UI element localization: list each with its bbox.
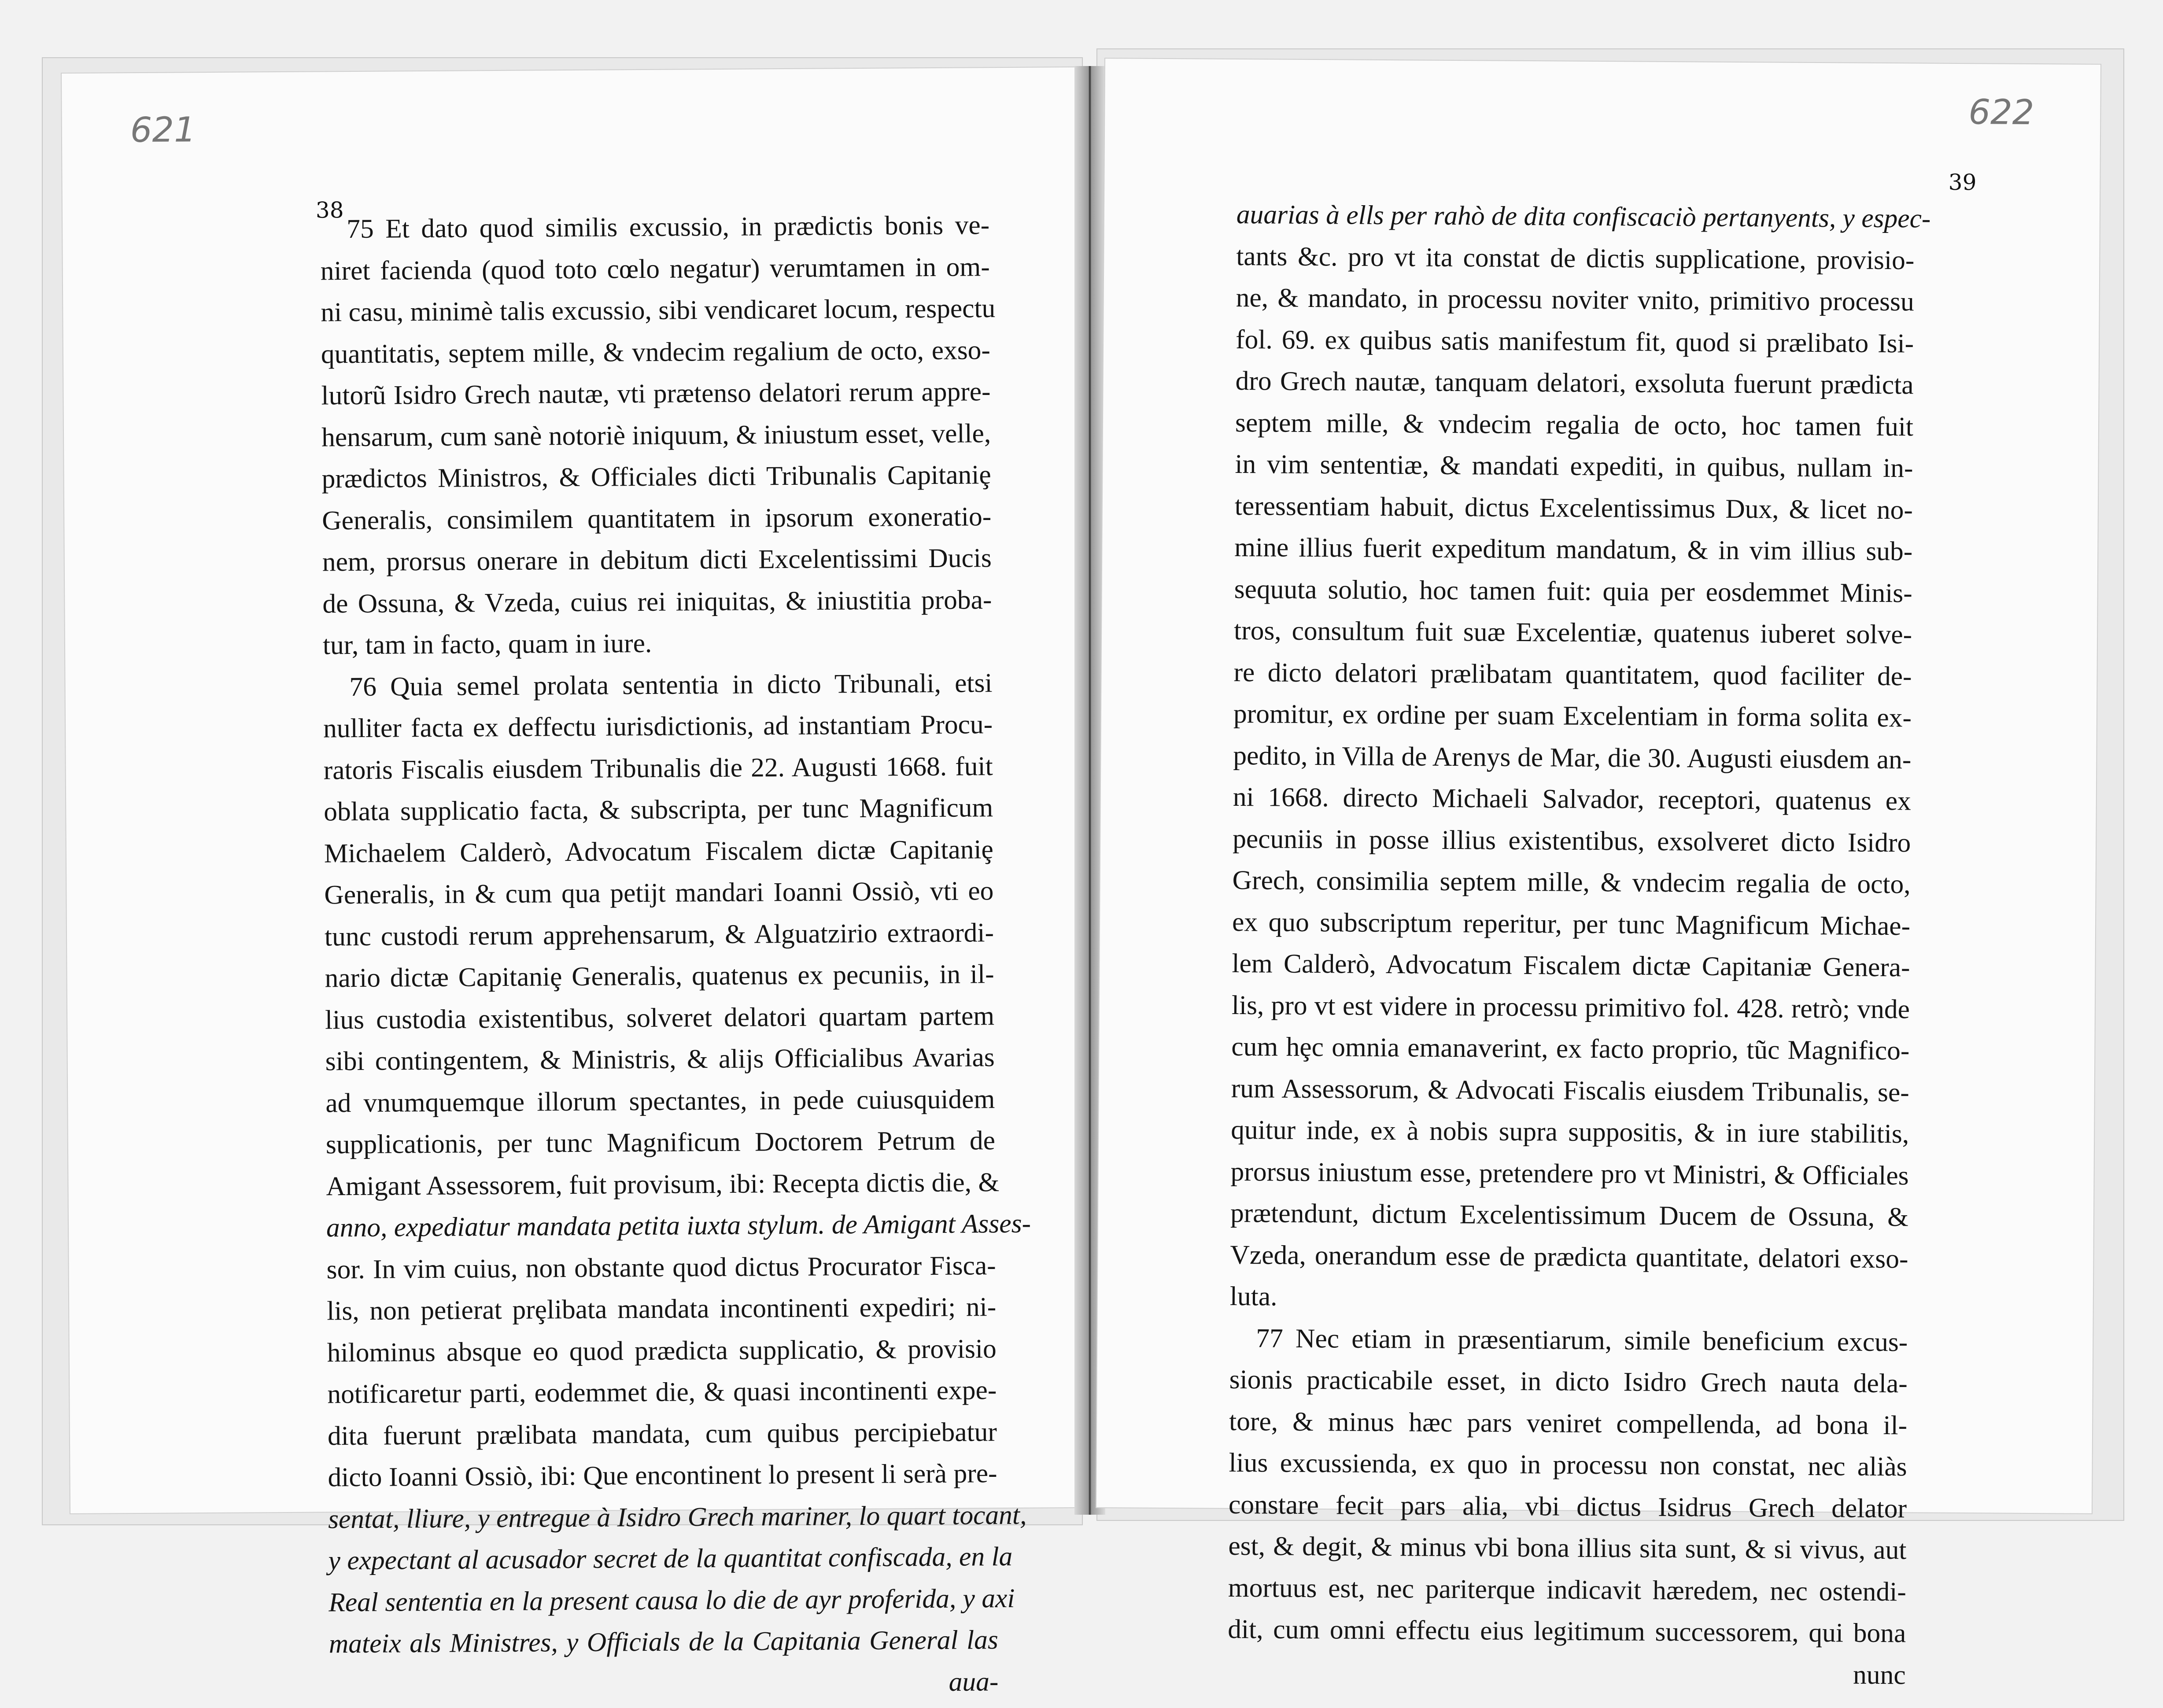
text-line: 76 Quia semel prolata sententia in dicto Tribunali, etsi [349,668,993,702]
text-line: mateix als Ministres, y Officials de la Capitania General las [329,1625,999,1659]
text-line: quitur inde, ex à nobis supra suppositis, & in iure stabilitis, [1231,1114,1909,1149]
text-line: oblata supplicatio facta, & subscripta, per tunc Magnificum [324,793,993,827]
text-line: lis, non petierat prȩlibata mandata incontinenti expediri; ni- [327,1292,997,1326]
text-line: anno, expediatur mandata petita iuxta stylum. de Amigant Asses- [326,1208,1031,1243]
text-line: promitur, ex ordine per suam Excelentiam in forma solita ex- [1233,698,1912,733]
text-line: Grech, consimilia septem mille, & vndecim regalia de octo, [1232,865,1911,900]
text-line: rum Assessorum, & Advocati Fiscalis eiusdem Tribunalis, se- [1231,1073,1909,1107]
text-line: Generalis, in & cum qua petijt mandari Ioanni Ossiò, vti eo [324,876,994,910]
text-line: dicto Ioanni Ossiò, ibi: Que encontinent lo present li serà pre- [328,1458,997,1493]
right-page-text [1227,194,1931,1696]
text-line: quantitatis, septem mille, & vndecim regalium de octo, exso- [321,335,991,369]
text-line: tur, tam in facto, quam in iure. [322,628,652,660]
text-line: lem Calderò, Advocatum Fiscalem dictæ Capitaniæ Genera- [1232,948,1910,983]
text-line: sentat, lliure, y entregue à Isidro Grech mariner, lo quart tocant, [328,1500,1027,1534]
text-line: aua- [949,1666,999,1697]
text-line: sionis practicabile esset, in dicto Isidro Grech nauta dela- [1229,1364,1908,1399]
text-line: nario dictæ Capitaniȩ Generalis, quatenus ex pecuniis, in il- [325,959,994,993]
text-line: 75 Et dato quod similis excussio, in prædictis bonis ve- [346,210,990,244]
text-line: cum hȩc omnia emanaverint, ex facto proprio, tũc Magnifico- [1231,1031,1910,1066]
folio-note-left: 621 [130,110,196,151]
text-line: de Ossuna, & Vzeda, cuius rei iniquitas, & iniustitia proba- [322,584,992,619]
text-line: 77 Nec etiam in præsentiarum, simile beneficium excus- [1256,1323,1908,1357]
text-line: dita fuerunt prælibata mandata, cum quibus percipiebatur [327,1417,997,1451]
left-page-text [320,204,1031,1706]
left-page [62,67,1083,1697]
text-line: nulliter facta ex deffectu iurisdictionis, ad instantiam Procu- [323,709,993,744]
text-line: Generalis, consimilem quantitatem in ipsorum exoneratio- [322,501,992,535]
text-line: tunc custodi rerum apprehensarum, & Alguatzirio extraordi- [324,917,994,952]
text-line: prorsus iniustum esse, pretendere pro vt Ministri, & Officiales [1230,1156,1909,1191]
text-line: lutorũ Isidro Grech nautæ, vti prætenso delatori rerum appre- [321,376,991,411]
text-line: Real sententia en la present causa lo die de ayr proferida, y axi [329,1583,1015,1617]
right-page [1096,59,2100,1690]
text-line: lius excussienda, ex quo in processu non constat, nec aliàs [1229,1447,1907,1482]
text-line: mortuus est, nec pariterque indicavit hæredem, nec ostendi- [1228,1572,1907,1607]
text-line: re dicto delatori prælibatam quantitatem, quod faciliter de- [1233,657,1912,691]
text-line: tros, consultum fuit suæ Excelentiæ, quatenus iuberet solve- [1233,615,1912,650]
text-line: constare fecit pars alia, vbi dictus Isidrus Grech delator [1228,1489,1907,1524]
text-line: nunc [1853,1660,1906,1690]
page-number-right: 39 [1948,169,1977,196]
text-line: Michaelem Calderò, Advocatum Fiscalem dictæ Capitaniȩ [324,834,994,868]
text-line: pedito, in Villa de Arenys de Mar, die 30. Augusti eiusdem an- [1233,740,1912,775]
text-line: prætendunt, dictum Excelentissimum Ducem de Ossuna, & [1230,1198,1909,1232]
text-line: Vzeda, onerandum esse de prædicta quantitate, delatori exso- [1230,1239,1908,1274]
text-line: septem mille, & vndecim regalia de octo, hoc tamen fuit [1235,407,1914,442]
text-line: sibi contingentem, & Ministris, & alijs Officialibus Avarias [325,1042,995,1077]
text-line: nem, prorsus onerare in debitum dicti Excelentissimi Ducis [322,543,992,577]
text-line: ex quo subscriptum reperitur, per tunc Magnificum Michae- [1232,907,1911,941]
text-line: ne, & mandato, in processu noviter vnito, primitivo processu [1236,282,1914,317]
text-line: prædictos Ministros, & Officiales dicti Tribunalis Capitaniȩ [321,460,991,494]
text-line: supplicationis, per tunc Magnificum Doctorem Petrum de [325,1125,996,1160]
text-line: mine illius fuerit expeditum mandatum, & in vim illius sub- [1234,532,1913,567]
text-line: fol. 69. ex quibus satis manifestum fit, quod si prælibato Isi- [1235,324,1914,358]
text-line: in vim sententiæ, & mandati expediti, in quibus, nullam in- [1235,449,1913,483]
text-line: luta. [1229,1281,1277,1312]
text-line: dit, cum omni effectu eius legitimum successorem, qui bona [1228,1614,1906,1649]
text-line: hensarum, cum sanè notoriè iniquum, & iniustum esset, velle, [321,418,991,452]
text-line: auarias à ells per rahò de dita confiscaciò pertanyents, y espec- [1236,199,1931,234]
text-line: teressentiam habuit, dictus Excelentissimus Dux, & licet no- [1234,491,1913,525]
text-line: pecuniis in posse illius existentibus, exsolveret dicto Isidro [1233,823,1911,858]
text-line: sor. In vim cuius, non obstante quod dictus Procurator Fisca- [326,1250,996,1284]
text-line: notificaretur parti, eodemmet die, & quasi incontinenti expe- [327,1375,997,1409]
text-line: ad vnumquemque illorum spectantes, in pede cuiusquidem [325,1084,995,1118]
text-line: y expectant al acusador secret de la quantitat confiscada, en la [328,1541,1013,1576]
text-line: lius custodia existentibus, solveret delatori quartam partem [325,1000,995,1035]
text-line: tore, & minus hæc pars veniret compellenda, ad bona il- [1229,1406,1908,1440]
text-line: dro Grech nautæ, tanquam delatori, exsoluta fuerunt prædicta [1235,365,1914,400]
text-line: ni 1668. directo Michaeli Salvador, receptori, quatenus ex [1233,782,1912,816]
text-line: ni casu, minimè talis excussio, sibi vendicaret locum, respectu [321,293,996,328]
text-line: Amigant Assessorem, fuit provisum, ibi: Recepta dictis die, & [326,1167,1000,1201]
text-line: hilominus absque eo quod prædicta supplicatio, & provisio [327,1333,997,1368]
text-line: sequuta solutio, hoc tamen fuit: quia per eosdemmet Minis- [1234,574,1912,608]
text-line: tants &c. pro vt ita constat de dictis supplicatione, provisio- [1236,241,1915,275]
text-line: niret facienda (quod toto cœlo negatur) verumtamen in om- [320,251,990,286]
text-line: ratoris Fiscalis eiusdem Tribunalis die 22. Augusti 1668. fuit [323,751,993,785]
page-number-left: 38 [315,197,344,223]
folio-note-right: 622 [1968,92,2034,133]
text-line: est, & degit, & minus vbi bona illius sita sunt, & si vivus, aut [1228,1531,1907,1565]
text-line: lis, pro vt est videre in processu primitivo fol. 428. retrò; vnde [1231,990,1910,1024]
